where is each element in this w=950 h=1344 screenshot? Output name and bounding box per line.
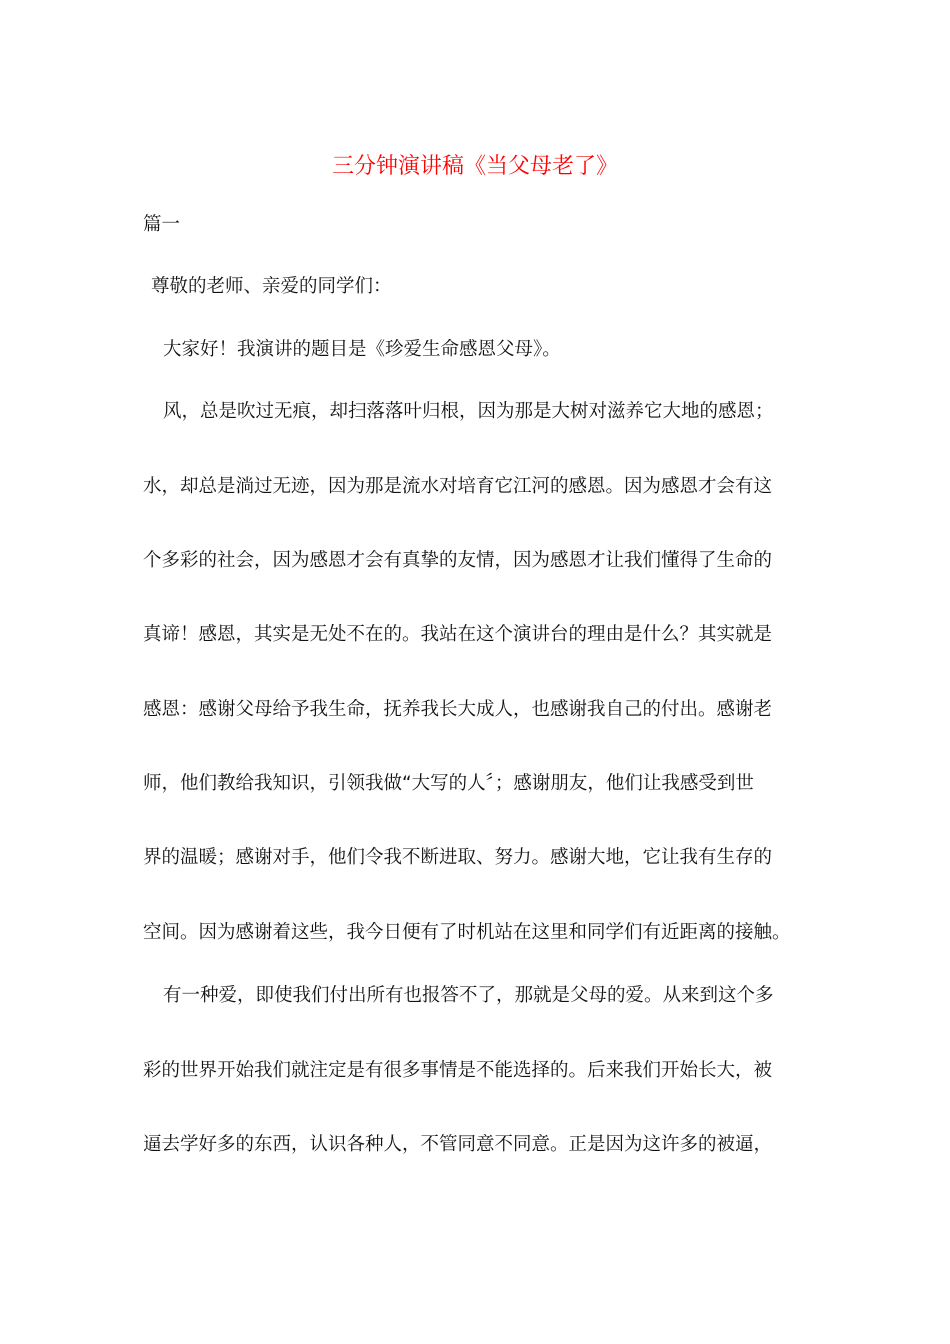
paragraph-line: 风，总是吹过无痕，却扫落落叶归根，因为那是大树对滋养它大地的感恩；	[163, 401, 774, 422]
paragraph-line: 界的温暖；感谢对手，他们令我不断进取、努力。感谢大地，它让我有生存的	[143, 847, 773, 868]
section-label: 篇一	[143, 214, 181, 235]
paragraph-line: 有一种爱，即使我们付出所有也报答不了，那就是父母的爱。从来到这个多	[163, 985, 774, 1006]
paragraph-line: 逼去学好多的东西，认识各种人，不管同意不同意。正是因为这许多的被逼，	[143, 1134, 773, 1155]
paragraph-line: 师，他们教给我知识，引领我做“大写的人〞；感谢朋友，他们让我感受到世	[143, 773, 754, 794]
salutation: 尊敬的老师、亲爱的同学们：	[151, 276, 392, 297]
document-title: 三分钟演讲稿《当父母老了》	[331, 154, 618, 179]
paragraph-line: 个多彩的社会，因为感恩才会有真挚的友情，因为感恩才让我们懂得了生命的	[143, 550, 773, 571]
paragraph-line: 空间。因为感谢着这些，我今日便有了时机站在这里和同学们有近距离的接触。	[143, 922, 791, 943]
paragraph-line: 感恩：感谢父母给予我生命，抚养我长大成人，也感谢我自己的付出。感谢老	[143, 699, 773, 720]
paragraph-line: 真谛！感恩，其实是无处不在的。我站在这个演讲台的理由是什么？其实就是	[143, 624, 773, 645]
paragraph-line: 水，却总是淌过无迹，因为那是流水对培育它江河的感恩。因为感恩才会有这	[143, 476, 773, 497]
paragraph-line: 大家好！我演讲的题目是《珍爱生命感恩父母》。	[163, 339, 561, 360]
paragraph-line: 彩的世界开始我们就注定是有很多事情是不能选择的。后来我们开始长大，被	[143, 1060, 773, 1081]
